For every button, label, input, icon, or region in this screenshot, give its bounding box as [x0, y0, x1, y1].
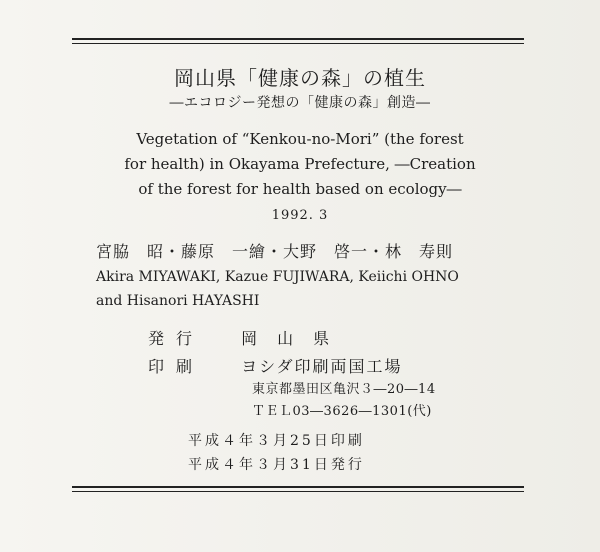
english-title [110, 127, 490, 202]
issue-date: 平成４年３月31日発行 [188, 457, 365, 473]
printer-name: ヨシダ印刷両国工場 [241, 357, 403, 376]
japanese-subtitle: ―エコロジー発想の「健康の森」創造― [169, 95, 431, 111]
printer-telephone: ＴＥＬ03―3626―1301(代) [252, 404, 432, 419]
english-authors-line-2: and Hisanori HAYASHI [96, 293, 260, 309]
publication-date: 1992. 3 [271, 208, 329, 223]
english-authors-line-1: Akira MIYAWAKI, Kazue FUJIWARA, Keiichi OHNO [96, 269, 459, 285]
japanese-title: 岡山県「健康の森」の植生 [174, 66, 426, 90]
english-title-line-2: for health) in Okayama Prefecture, ―Creation [124, 155, 476, 173]
publisher-row [148, 326, 331, 349]
english-title-line-3: of the forest for health based on ecology― [138, 180, 462, 198]
english-authors [96, 265, 526, 313]
printer-row [148, 354, 402, 377]
printer-address: 東京都墨田区亀沢３―20―14 [252, 382, 436, 397]
print-date: 平成４年３月25日印刷 [188, 433, 365, 449]
japanese-authors: 宮脇 昭・藤原 一繪・大野 啓一・林 寿則 [96, 242, 454, 261]
bottom-double-rule [72, 486, 524, 488]
printer-label: 印刷 [148, 357, 205, 376]
top-double-rule [72, 38, 524, 40]
publisher-label: 発行 [148, 329, 205, 348]
english-title-line-1: Vegetation of “Kenkou-no-Mori” (the forest [136, 130, 464, 148]
publisher-name: 岡 山 県 [241, 329, 332, 348]
